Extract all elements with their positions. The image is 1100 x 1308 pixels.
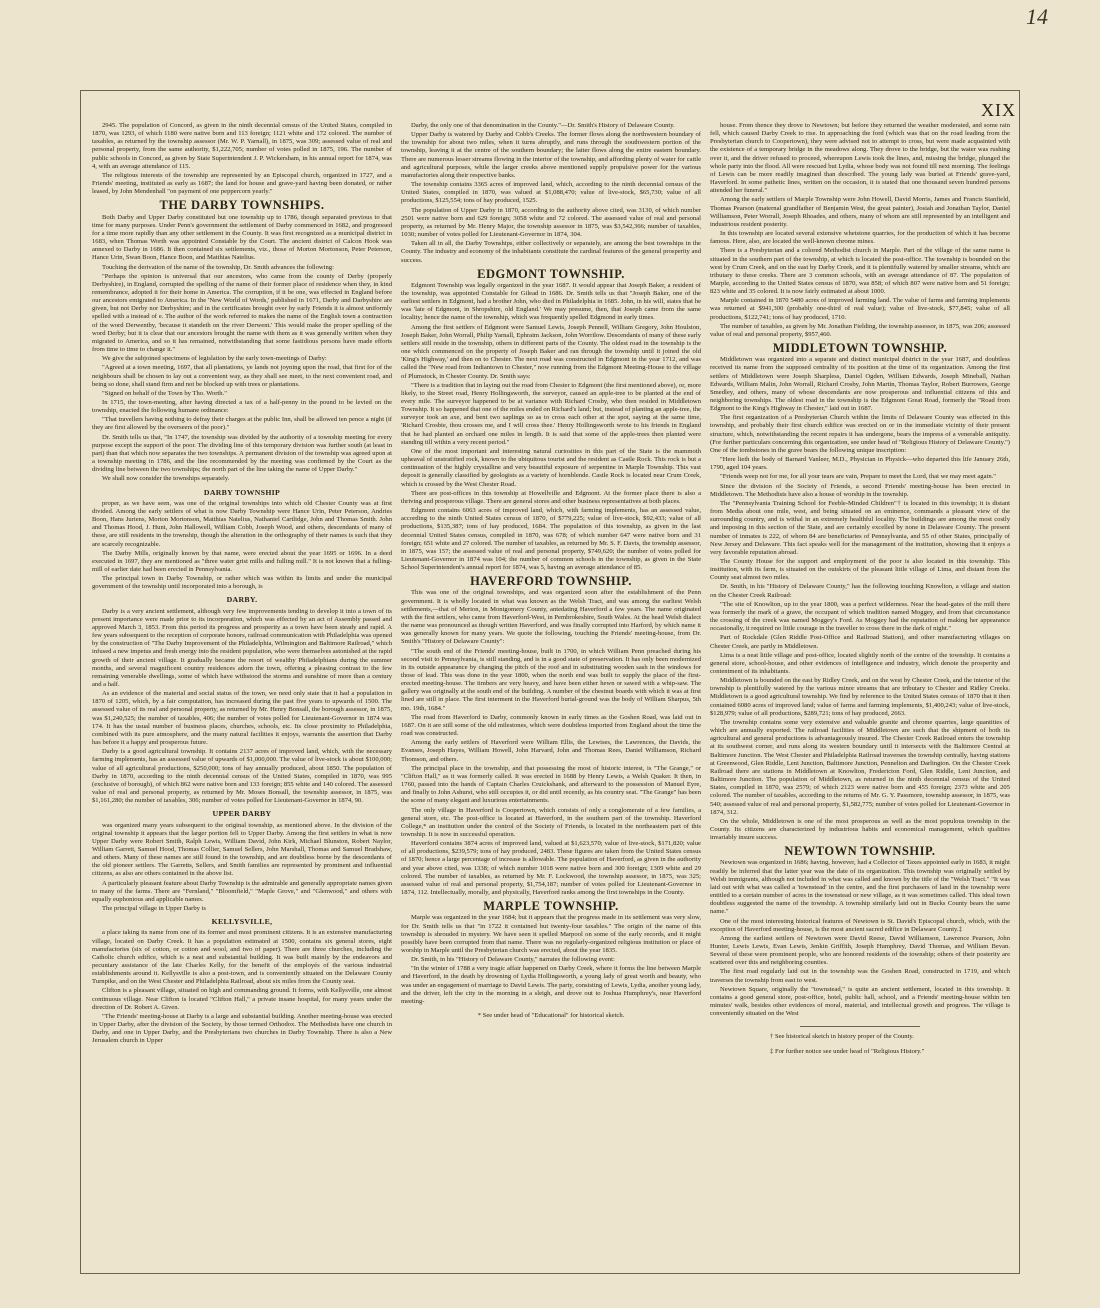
paragraph: "The site of Knowlton, up to the year 1800, was a perfect wilderness. Near the head-gates of the mill there was formerly the mark of a grave, the occupant of which tradition named Moggey, and from that circumstance the crossing of the creek was named Moggey's Ford. As Moggey had the reputation of making her appearance occasionally, it required no little courage in the traveller to cross there in the dark of night.": [710, 600, 1010, 633]
section-heading: THE DARBY TOWNSHIPS.: [159, 198, 325, 213]
paragraph: "Agreed at a town meeting, 1697, that all plantations, ye lands not joyning upon the road, that first for of the neighbours shall be chosen to lay out a convenient way, as they shall see meet, to the next convenient road, and being so done, shall stand firm and not be blocked up with trees or plantations.: [92, 364, 392, 388]
paragraph: Among the early settlers of Marple Township were John Howell, David Morris, James and Francis Stanfield, Thomas Pearson (maternal grandfather of Benjamin West, the great painter), Josiah and Jonathan Taylor, Daniel Williamson, Peter Worrall, Joseph Rhoades, and others, many of whom are still represented by an intelligent and industrious resident posterity.: [710, 196, 1010, 228]
paragraph: Part of Rockdale (Glen Riddle Post-Office and Railroad Station), and other manufacturing villages on Chester Creek, are partly in Middletown.: [710, 634, 1010, 650]
paragraph: The township contains some very extensive and valuable granite and chrome quarries, large quantities of which are annually exported. The railroad facilities of Middletown are such that the shipment of both its agricultural and general productions is advantageously insured. The Chester Creek Railroad enters the township at its southwest corner, and runs along its western boundary until it intersects with the Baltimore Central at Baltimore Junction. The West Chester and Philadelphia Railroad traverses the township centrally, having stations at Greenwood, Glen Riddle, Leni Junction, Baltimore Junction, Pennelton and Darlington. On the Chester Creek Railroad there are stations in Middletown at Knowlton, Fredericton Ford, Glen Riddle, Leni Junction, and Baltimore Junction. The population of Middletown, as returned in the ninth decennial census of the United States, compiled in 1870, was 2579; of which 2123 were native born and 455 foreign; 2373 white and 205 colored. The number of taxables, according to the returns of Mr. G. Y. Passmore, township assessor, in 1875, was 540; assessed value of real and personal property, $1,582,775; number of votes polled for Lieutenant-Governor in 1874, 312.: [710, 718, 1010, 816]
paragraph: The population of Upper Darby in 1870, according to the authority above cited, was 3130, of which number 2501 were native born and 629 foreign; 3058 white and 72 colored. The assessed value of real and personal property, as returned by Mr. Henry Major, the township assessor in 1875, was $3,542,366; number of taxables, 1030; number of votes polled for Lieutenant-Governor in 1874, 304.: [401, 206, 701, 239]
subsection-heading: DARBY TOWNSHIP: [203, 487, 281, 497]
paragraph: The County House for the support and employment of the poor is also located in this township. This institution, with its farm, is situated on the outskirts of the pleasant little village of Lima, and distant from the County seat almost two miles.: [710, 557, 1010, 582]
paragraph: We give the subjoined specimens of legislation by the early town-meetings of Darby:: [102, 355, 327, 363]
paragraph: Newtown Square, originally the "townstead," is quite an ancient settlement, located in this township. It contains a good general store, post-office, hotel, public hall, school, and a Friends' meeting-house within ten minutes' walk, besides other evidences of moral, material, and intellectual growth and progress. The village is conveniently situated on the West: [710, 985, 1010, 1018]
paragraph: The township contains 3365 acres of improved land, which, according to the ninth decennial census of the United States, compiled in 1870, was valued at $1,088,470; value of live-stock, $65,730; value of all productions, $125,554; tons of hay produced, 1525.: [401, 181, 701, 205]
paragraph: Lima is a neat little village and post-office, located slightly north of the centre of the township. It contains a general store, school-house, and other evidences of intelligence and industry, which denote the prosperity and contentment of its inhabitants.: [710, 651, 1010, 675]
paragraph: was organized many years subsequent to the original township, as mentioned above. In the division of the original township it appears that the larger portion fell to Upper Darby. Among the first settlers in what is now Upper Darby were Robert Smith, Ralph Lewis, William David, John Kirk, Michael Blunston, Robert Naylor, William Garrett, Samuel Hood, Thomas Collier, Samuel Sellers, John Marshall, Thomas and Samuel Bradshaw, and others. Many of these names are still found in the township, and are doubtless borne by the descendants of the old pioneer settlers. The Garretts, Sellers, and Smith families are represented by prominent and influential citizens, as also are others contained in the above list.: [92, 821, 392, 878]
paragraph: proper, as we have seen, was one of the original townships into which old Chester County was at first divided. Among the early settlers of what is now Darby Township were Hance Urin, Peter Peterson, Andries Boon, Hans Juriens, Morton Mortonson, Matthias Natelius, Nathaniel Cartlidge, John and Thomas Smith. John and Thomas Hood, J. Hunt, John Hallowell, William Cobb, Joseph Wood, and others, descendants of many of these, are still residents in the township, though the alteration in the orthography of their names is such that they are scarcely recognizable.: [92, 499, 392, 548]
paragraph: house. From thence they drove to Newtown; but before they returned the weather moderated, and some rain fell, which caused Darby Creek to rise. In approaching the ford (which was that on the road leading from the Presbyterian church to Coopertown), they were advised not to attempt to cross, but were made acquainted with the existence of a temporary bridge in the meadows along. They drove to the bridge, but the water was rushing over it, and the driver refused to proceed, whereupon Lewis took the lines, and, missing the bridge, plunged the whole party into the flood. All were rescued but Lydia, whose body was not found till next morning. The feelings of Lewis can be more readily imagined than described. The young lady was buried at Friends' grave-yard, Haverford. In some pathetic lines, written on the occasion, it is stated that one thousand seven hundred persons attended her funeral.": [710, 122, 1010, 195]
paragraph: Dr. Smith, in his "History of Delaware County," has the following touching Knowlton, a village and station on the Chester Creek Railroad:: [710, 583, 1010, 599]
footnote: * See under head of "Educational" for historical sketch.: [477, 1012, 625, 1020]
paragraph: In 1715, the town-meeting, after having directed a tax of a half-penny in the pound to be levied on the township, enacted the following humane ordinance:: [92, 399, 392, 415]
paragraph: "The Friends' meeting-house at Darby is a large and substantial building. Another meeting-house was erected in Upper Darby, after the division of the Society, by those termed Orthodox. The Methodists have one church in Darby, and one in Upper Darby, and the Presbyterians two churches in Darby Township. There is also a New Jerusalem church in Upper: [92, 1012, 392, 1045]
section-heading: NEWTOWN TOWNSHIP.: [784, 844, 936, 859]
paragraph: The only village in Haverford is Coopertown, which consists of only a conglomerate of a few families, a general store, etc. The post-office is located at Haverford, in the southern part of the township. Haverford College,* an institution under the control of the Society of Friends, is located in the northeastern part of this township. It is now in successful operation.: [401, 806, 701, 838]
paragraph: The first road regularly laid out in the township was the Goshen Road, constructed in 1719, and which traverses the township from east to west.: [710, 968, 1010, 984]
paragraph: The principal place in the township, and that possessing the most of historic interest, is "The Grange," or "Clifton Hall," as it was formerly called. It was erected in 1688 by Henry Lewis, a Welsh Quaker. It then, in 1760, passed into the hands of Captain Charles Cruickshank, and afterward to the possession of Manuel Eyre, and finally to John Ashurst, who still occupies it, or did until recently, as his country seat. "The Grange" has been the scene of many elegant and luxurious entertainments.: [401, 764, 701, 805]
paragraph: This was one of the original townships, and was organized soon after the establishment of the Penn government. It is wholly located in what was known as the Welsh Tract, and was among the earliest Welsh settlements,—that of Merion, in Montgomery County, antedating Haverford a few years. The name originated with the first settlers, who came from Haverford-West, in Pembrokeshire, South Wales. At the head Welsh dialect the name was pronounced as though written Haverford, and was finally corrupted into Harford, by which name it was generally known for many years. We quote the following, touching the Friends' meeting-house, from Dr. Smith's "History of Delaware County":: [401, 589, 701, 646]
paragraph: Upper Darby is watered by Darby and Cobb's Creeks. The former flows along the northwestern boundary of the township for about two miles, when it turns abruptly, and runs through the southwestern portion of the township, leaving it at the centre of the southern boundary; the latter flows along the entire eastern boundary. There are numerous lesser streams flowing in the interior of the township, and affording plenty of water for cattle and agricultural purposes, while the larger creeks above mentioned supply propulsive power for the various manufactories along their respective banks.: [401, 131, 701, 179]
footnote: ‡ For further notice see under head of "Religious History.": [770, 1047, 925, 1055]
paragraph: Among the earliest settlers of Newtown were David Reese, David Williamson, Lawrence Pearson, John Hunter, Lewis Lewis, Evan Lewis, Jenkin Griffith, Joseph Humphrey, David Thomas, and William Bevan. Several of these were prominent people, who are honored residents of the township; others of their posterity are scattered over this and neighboring counties.: [710, 934, 1010, 967]
paragraph: "That travellers having nothing to defray their charges at the public Inn, shall be allowed ten pence a night (if they are first allowed by the overseers of the poor).": [92, 416, 392, 432]
paragraph: As an evidence of the material and social status of the town, we need only state that it had a population in 1870 of 1205, which, by a fair computation, has increased during the past five years to upwards of 1500. The assessed value of its real and personal property, as returned by Mr. Henry Bonsall, the borough assessor, in 1875, was $1,240,525; the number of taxables, 406; the number of votes polled for Lieutenant-Governor in 1874 was 174. It has the usual number of business places, churches, schools, etc. Its close proximity to Philadelphia, combined with its pure atmosphere, and the many natural facilities it enjoys, warrants the assertion that Darby has before it a happy and prosperous future.: [92, 690, 392, 747]
section-heading: MARPLE TOWNSHIP.: [483, 899, 619, 914]
paragraph: Darby is a good agricultural township. It contains 2137 acres of improved land, which, with the necessary farming implements, has an assessed value of upwards of $1,000,000. The value of live-stock is about $100,000; value of all agricultural productions, $250,000; tons of hay annually produced, about 1850. The population of Darby in 1870, according to the ninth decennial census of the United States, compiled in 1870, was 995 (exclusive of borough), of which 862 were native born and 133 foreign; 855 white and 140 colored. The assessed value of real and personal property, as returned by Mr. Moses Bonsall, the township assessor, in 1875, was $1,161,280; the number of taxables, 306; number of votes polled for Lieutenant-Governor in 1874, 90.: [92, 748, 392, 805]
paragraph: "Here lieth the body of Barnard Vanleer, M.D., Physician in Physick—who departed this life January 26th, 1790, aged 104 years.: [710, 456, 1010, 472]
paragraph: There is a Presbyterian and a colored Methodist church in Marple. Part of the village of the same name is situated in the southern part of the township, at which is located the post-office. The township is bounded on the west by Crum Creek, and on the east by Darby Creek, and it is plentifully watered by smaller streams, which are tributary to these creeks. There are 3 common schools, with an average attendance of 87. The population of Marple, according to the United States census of 1870, was 858; of which 807 were native born and 51 foreign; 823 white and 35 colored. It is now fairly estimated at about 1000.: [710, 247, 1010, 296]
paragraph: "Signed on behalf of the Town by Tho. Worth.": [102, 389, 227, 397]
section-heading: HAVERFORD TOWNSHIP.: [470, 574, 632, 589]
paragraph: The Darby Mills, originally known by that name, were erected about the year 1695 or 1696. In a deed executed in 1697, they are mentioned as "three water grist mills and fulling mill." It is not known that a fulling-mill of earlier date had been erected in Pennsylvania.: [92, 549, 392, 573]
paragraph: Newtown was organized in 1686; having, however, had a Collector of Taxes appointed early in 1683, it might readily be inferred that the latter year was the date of its organization. This township was originally settled by Welsh immigrants, although not included in what was called and known by the title of the "Welsh Tract." "It was laid out with what was called a 'townstead' in the centre, and the first purchasers of land in the township were entitled to a certain number of acres in the townstead or new village, as it was sometimes called. This ideal town doubtless suggested the name of the township. A township similarly laid out in Bucks County bears the same name.": [710, 859, 1010, 916]
paragraph: "In the winter of 1788 a very tragic affair happened on Darby Creek, where it forms the line between Marple and Haverford, in the death by drowning of Lydia Hollingsworth, a young lady of great worth and beauty, who was under an engagement of marriage to David Lewis. The party, consisting of Lewis, Lydia, another young lady, and the driver, left the city in the morning in a sleigh, and drove out to Joshua Humphrey's, near Haverford meeting-: [401, 965, 701, 1005]
paragraph: Taken all in all, the Darby Townships, either collectively or separately, are among the best townships in the County. The industry and economy of the inhabitants constitute the cardinal features of the general prosperity and success.: [401, 240, 701, 264]
paragraph: Haverford contains 3874 acres of improved land, valued at $1,623,570; value of live-stock, $171,820; value of all productions, $239,579; tons of hay produced, 2483. These figures are taken from the United States census of 1870; hence a large percentage of increase is allowable. The population of Haverford, as given in the authority and year above cited, was 1338; of which number 1018 were native born and 300 foreign; 1309 white and 29 colored. The number of taxables, as returned by Mr. F. Lockwood, the township assessor, in 1875, was 325; assessed value of real and personal property, $1,754,187; number of votes polled for Lieutenant-Governor in 1874, 112. Intellectually, morally, and physically, Haverford ranks among the first townships in the County.: [401, 840, 701, 897]
paragraph: The principal town in Darby Township, or rather which was within its limits and under the municipal government of the township until incorporated into a borough, is: [92, 575, 392, 591]
paragraph: "The south end of the Friends' meeting-house, built in 1700, in which William Penn preached during his second visit to Pennsylvania, is still standing, and is in a good state of preservation. It has only been modernized in its outside appearance by changing the pitch of the roof and in substituting wooden sash in the windows for those of lead. This was done in the year 1800, when the north end was built to supply the place of the first-erected meeting-house. The timbers are very heavy, and have been either hewn or sawed with a whip-saw. The gallery was originally at the south end of the building. A number of the chestnut boards with which it was at first lined are still in place. The first interment in the Haverford burial-ground was the body of William Sharpus, 5th mo. 19th, 1684.": [401, 647, 701, 712]
paragraph: Marple contained in 1870 5480 acres of improved farming land. The value of farms and farming implements was returned at $941,300 (probably one-third of real value); value of live-stock, $77,845; value of all productions, $122,741; tons of hay produced, 1710.: [710, 297, 1010, 321]
paragraph: Darby, the only one of that denomination in the County."—Dr. Smith's History of Delaware County.: [411, 122, 675, 129]
paragraph: Middletown is bounded on the east by Ridley Creek, and on the west by Chester Creek, and the interior of the township is plentifully watered by the various minor streams that are tributary to Chester and Ridley Creeks. Middletown is a good agricultural township. We find by reference to the United States census of 1870 that it then contained 6080 acres of improved land; value of farms and farming implements, $1,400,243; value of live-stock, $128,979; value of all productions, $289,721; tons of hay produced, 2663.: [710, 677, 1010, 717]
paragraph: In this township are located several extensive whetstone quarries, for the production of which it has become famous. Here, also, are located the well-known chrome mines.: [710, 230, 1010, 246]
text-column-3: [710, 122, 1010, 1264]
paragraph: Among the first settlers of Edgmont were Samuel Lewis, Joseph Pennell, William Gregory, John Houlston, Joseph Baker, John Worrall, Philip Yarnall, Ephraim Jackson, John Worrilow. Descendants of many of these early settlers still reside in the township, others in different parts of the County. The oldest road in the township is the one which commenced on the property of Joseph Baker and ran through the township until it joined the old 'King's Highway,' and then on to Chester. The next road was constructed in Edgmont in the year 1712, and was called the "New road from Indiantown to Chester," now running from the Edgmont Meeting-House to the village of Plumstock, in Chester County. Dr. Smith says:: [401, 323, 701, 380]
text-column-2: [401, 122, 701, 1264]
paragraph: A particularly pleasant feature about Darby Township is the admirable and generally appropriate names given to many of the farms. There are "Fernland," "Bloomfield," "Maple Grove," and "Glenwood," and others with equally euphonious and applicable names.: [92, 879, 392, 903]
footnote-rule: [800, 1026, 920, 1027]
paragraph: 2945. The population of Concord, as given in the ninth decennial census of the United States, compiled in 1870, was 1293, of which 1180 were native born and 113 foreign; 1121 white and 172 colored. The number of taxables, as returned by the township assessor (Mr. W. P. Yarnall), in 1875, was 309; assessed value of real and personal property, from the same authority, $1,222,705; number of votes polled in 1875, 196. The number of public schools in Concord, as given by State Superintendent J. P. Wickersham, in his annual report for 1874, was 4, with an average attendance of 115.: [92, 122, 392, 170]
section-heading: MIDDLETOWN TOWNSHIP.: [772, 341, 948, 356]
paragraph: Among the early settlers of Haverford were William Ellis, the Lewises, the Lawrences, the Davids, the Evanses, Joseph Hayes, William Howell, John Harvard, John and Thomas Rees, Daniel Williamson, Richard Thomson, and others.: [401, 739, 701, 763]
paragraph: a place taking its name from one of its former and most prominent citizens. It is an extensive manufacturing village, located on Darby Creek. It has a population estimated at 1500, contains six general stores, eight manufactories (six of cotton, or cotton and wool, and two of paper). There are three churches, including the Catholic church edifice, which is a neat and substantial building. It was built mainly by the endeavors and pecuniary assistance of the late Charles Kelly, for the benefit of the employés of the various industrial establishments around it. Kellysville is also a post-town, and is conveniently situated on the Delaware County Turnpike, and on the West Chester and Philadelphia Railroad, about six miles from the County seat.: [92, 929, 392, 986]
paragraph: Middletown was organized into a separate and distinct municipal district in the year 1687, and doubtless received its name from the supposed centrality of its position at the time of its organization. Among the first settlers of Middletown were Joseph Sharpless, Daniel Ogden, William Edwards, Joseph Mineball, Nathan Edwards, William Malin, John Worrall, Richard Crosby, John Martin, Thomas Taylor, Robert Burrowes, George Smedley, and others, many of whose descendants are now prosperous and influential citizens of this and neighboring townships. The oldest road in the township is the Edgmont Great Road, formerly the "Road from Edgmont to the King's Highway in Chester," laid out in 1687.: [710, 356, 1010, 413]
paragraph: Both Darby and Upper Darby constituted but one township up to 1786, though separated previous to that time for many purposes. Under Penn's government the settlement of Darby commenced in 1682, and progressed for a time more rapidly than any other settlement in the County. It was first recognized as a municipal district in 1683, when Thomas Worth was appointed Constable by the Court. The ancient district of Calcon Hook was annexed to Darby in 1686. It then contained six settlements, viz., those of Morton Mortonson, Peter Peterson, Hance Urin, Swan Boon, Hance Boon, and Matthias Natelius.: [92, 213, 392, 262]
paragraph: Edgmont contains 6063 acres of improved land, which, with farming implements, has an assessed value, according to the ninth United States census of 1870, of $779,225; value of live-stock, $92,433; value of all productions, $135,387; tons of hay produced, 1684. The population of this township, as given in the last decennial United States census, compiled in 1870, was 678; of which number 647 were native born and 31 foreign; 651 white and 27 colored. The number of taxables, as returned by Mr. S. F. Davis, the township assessor, in 1875, was 157; the assessed value of real and personal property, $749,620; the number of votes polled for Lieutenant-Governor in 1874 was 104; the number of common schools in the township, as given in the State School Superintendent's annual report for 1874, was 5, having an average attendance of 85.: [401, 507, 701, 572]
paragraph: Marple was organized in the year 1684; but it appears that the progress made in its settlement was very slow, for Dr. Smith tells us that "in 1722 it contained but twenty-four taxables." The origin of the name of this township is shrouded in mystery. We have seen it spelled Marpool on some of the early records, and it might possibly have been corrupted from that name. There was no regularly-organized religious institution or place of worship in Marple until the Presbyterian church was erected, about the year 1835.: [401, 914, 701, 954]
paragraph: One of the most interesting historical features of Newtown is St. David's Episcopal church, which, with the exception of Haverford meeting-house, is the most ancient sacred edifice in Delaware County.‡: [710, 917, 1010, 933]
paragraph: On the whole, Middletown is one of the most prosperous as well as the most populous township in the County. Its citizens are characterized by industrious habits and economical management, which qualities invariably insure success.: [710, 817, 1010, 842]
paragraph: There are post-offices in this township at Howellville and Edgmont. At the former place there is also a thriving and prosperous village. There are general stores and other business representatives at both places.: [401, 489, 701, 505]
paragraph: The first organization of a Presbyterian Church within the limits of Delaware County was effected in this township, and probably their first church edifice was erected on or in the immediate vicinity of their present structure, which, notwithstanding the recent repairs it has undergone, bears the impress of a venerable antiquity. (For further particulars concerning this organization, see under head of "Religious History of Delaware County.") One of the tombstones in the grave bears the following unique inscription:: [710, 414, 1010, 454]
paragraph: The road from Haverford to Darby, commonly known in early times as the Goshen Road, was laid out in 1687. On it are still some of the old milestones, which were doubtless imported from England about the time the road was constructed.: [401, 713, 701, 738]
subsection-heading: UPPER DARBY: [212, 809, 272, 819]
paragraph: Darby is a very ancient settlement, although very few improvements tending to develop it into a town of its present importance were made prior to its incorporation, which was effected by an act of Assembly passed and approved March 3, 1853. From this period its progress and prosperity as a town have been steady and rapid. A few years subsequent to the reception of corporate honors, railroad communication with Philadelphia was opened by the construction of "The Darby Improvement of the Philadelphia, Wilmington and Baltimore Railroad," which infused a new impetus and fresh energy into the resident population, who were themselves astonished at the rapid growth of their ancient village. It gradually became the resort of wealthy Philadelphians during the summer months, and several magnificent country residences adorn the town, offering a pleasing contrast to the few remaining venerable dwellings, some of which have withstood the storms and sunshine of more than a century and a half.: [92, 607, 392, 688]
paragraph: The number of taxables, as given by Mr. Jonathan Fielding, the township assessor, in 1875, was 206; assessed value of real and personal property, $957,460.: [710, 322, 1010, 338]
subsection-heading: DARBY.: [226, 595, 258, 605]
footnote: † See historical sketch in history proper of the County.: [770, 1033, 914, 1041]
paragraph: The religious interests of the township are represented by an Episcopal church, organized in 1727, and a Friends' meeting, instituted as early as 1687; the land for house and grave-yard having been donated, or rather leased, by John Mendenhall "on payment of one peppercorn yearly.": [92, 171, 392, 196]
subsection-heading: KELLYSVILLE,: [211, 917, 273, 927]
text-column-1: [92, 122, 392, 1264]
paragraph: "Perhaps the opinion is universal that our ancestors, who came from the county of Derby (properly Derbyshire), in England, corrupted the spelling of the name of their former place of residence when they, in kind remembrance, adopted it for their home in America. The corruption, if it be one, was effected in England before our ancestors emigrated to America. In the 'New World of Words,' published in 1671, Darby and Darbyshire are given, but not Derby nor Derbyshire; and in the certificates brought over by early Friends it is almost uniformly spelled with a instead of e. The author of the work referred to makes the name of the English town a contraction of the word Derwentby, 'because it standeth on the river Derwent.' This would make the proper spelling of the word Derby; but it is clear that our ancestors brought the name with them as it was generally written when they migrated to America, and so it has remained, notwithstanding that some fastidious persons have made efforts from time to time to change it.": [92, 272, 392, 354]
paragraph: We shall now consider the townships separately.: [102, 475, 230, 483]
plate-number: XIX: [981, 100, 1016, 120]
paragraph: The principal village in Upper Darby is: [102, 905, 207, 913]
paragraph: The "Pennsylvania Training School for Feeble-Minded Children"† is located in this township; it is distant from Media about one mile, west, and being situated on an eminence, commands a pleasant view of the surrounding country, and is withal in an extremely healthful locality. The buildings are among the most costly and imposing in this section of the State, and are certainly excelled by none in Delaware County. The present number of inmates is 222, of whom 84 are beneficiaries of Pennsylvania, and 55 of other States, principally of New Jersey and Delaware. This fact speaks well for the management of the institution, showing that it enjoys a very favorable reputation abroad.: [710, 499, 1010, 556]
paragraph: Dr. Smith tells us that, "In 1747, the township was divided by the authority of a township meeting for every purpose except the support of the poor. The dividing line of this temporary division was further south (at least in part) than that which now separates the two townships. A permanent division of the township was agreed upon at a township meeting in 1786, and the line recommended by the meeting was confirmed by the Court as the dividing line between the two townships; the north part of the line taking the name of Upper Darby.": [92, 433, 392, 474]
paragraph: Since the division of the Society of Friends, a second Friends' meeting-house has been erected in Middletown. The Methodists have also a house of worship in the township.: [710, 482, 1010, 498]
paragraph: Edgmont Township was legally organized in the year 1687. It would appear that Joseph Baker, a resident of the township, was appointed Constable for Gilead in 1686. Dr. Smith tells us that "Joseph Baker, one of the earliest settlers in Edgmont, had a brother John, who died in Philadelphia in 1685. John, in his will, states that he was 'late of Edgmont, in Shropshire, old England.' We may presume, then, that Joseph came from the same locality; hence the name of the township, which was frequently spelled Edgmond in early times.: [401, 281, 701, 322]
paragraph: Dr. Smith, in his "History of Delaware County," narrates the following event:: [411, 956, 615, 964]
paragraph: Clifton is a pleasant village, situated on high and commanding ground. It forms, with Kellysville, one almost continuous village. Near Clifton is located "Clifton Hall," a private insane hospital, for many years under the direction of Dr. Robert A. Given.: [92, 987, 392, 1011]
paragraph: One of the most important and interesting natural curiosities in this part of the State is the mammoth upheaval of unstratified rock, known to the ubiquitous tourist and the resident as Castle Rock. This rock is but a continuation of the highly crystalline and very beautiful exposure of serpentine in Marple Township. This vast deposit is generally classified by geologists as a variety of hornblende. Castle Rock is located near Crum Creek, which is crossed by the West Chester Road.: [401, 447, 701, 488]
section-heading: EDGMONT TOWNSHIP.: [477, 266, 625, 281]
paragraph: "There is a tradition that in laying out the road from Chester to Edgmont (the first mentioned above), or, more likely, to the Street road, Henry Hollingsworth, the surveyor, caused an apple-tree to be planted at the end of every mile. The surveyor happened to be at variance with Richard Crosby, who then resided in Middletown Township. It so happened that one of the miles ended on Richard's land; but, instead of planting an apple-tree, the surveyor took an axe, and bent two saplings so as to cross each other at the spot, saying at the same time, 'Richard Crosbie, thou crosses me, and I will cross thee.' Henry Hollingsworth wrote to his friends in England that he had planted an orchard one miles in length. It is said that some of the apple-trees then planted were standing till within a very recent period.": [401, 381, 701, 446]
paragraph: "Friends weep not for me, for all your tears are vain, Prepare to meet the Lord, that we may meet again.": [720, 473, 996, 481]
page-number: 14: [1026, 4, 1048, 29]
paragraph: Touching the derivation of the name of the township, Dr. Smith advances the following:: [102, 263, 334, 271]
